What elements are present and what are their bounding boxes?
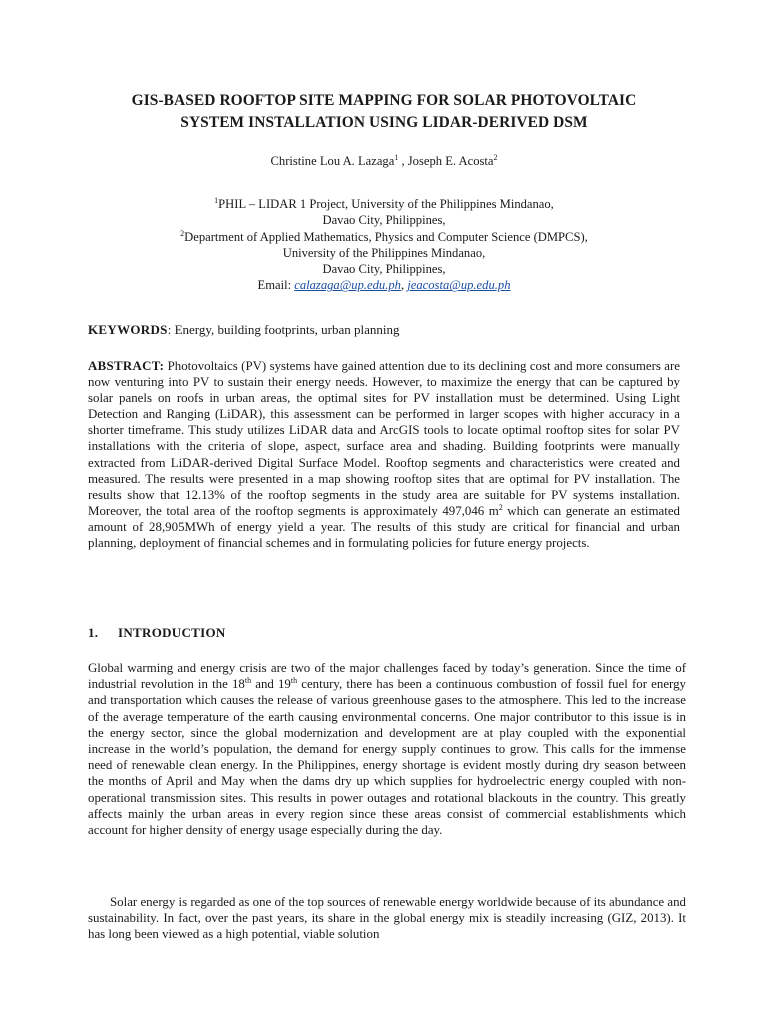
affiliation-text: Department of Applied Mathematics, Physics and Computer Science (DMPCS), — [184, 229, 588, 244]
body-paragraph — [88, 660, 686, 838]
author-name: Christine Lou A. Lazaga — [270, 154, 395, 168]
section-number: 1. — [88, 625, 99, 640]
section-title: INTRODUCTION — [118, 625, 226, 640]
paragraph-text: and 19 — [251, 677, 291, 692]
superscript: th — [290, 676, 298, 686]
affiliation-line: University of the Philippines Mindanao, — [282, 245, 486, 260]
title-line-1: GIS-BASED ROOFTOP SITE MAPPING FOR SOLAR PHOTOVOLTAIC — [131, 92, 637, 109]
paragraph-text: Global warming and energy crisis are two of the major challenges faced by today’s generation. Since the time of industrial revolution in the 18 — [88, 661, 686, 692]
affiliation-line — [60, 229, 708, 245]
affiliation-mark: 1 — [214, 196, 219, 205]
affiliation-line: Davao City, Philippines, — [322, 213, 446, 228]
author-affiliation-mark: 2 — [493, 153, 498, 162]
affiliation-line: Davao City, Philippines, — [322, 262, 446, 277]
abstract-label: ABSTRACT: — [88, 359, 165, 373]
affiliation-mark: 2 — [180, 228, 185, 238]
affiliation-line — [60, 196, 708, 212]
email-line — [60, 277, 708, 293]
superscript: th — [244, 676, 252, 686]
author-name: Joseph E. Acosta — [407, 154, 494, 168]
email-label: Email: — [257, 278, 295, 293]
body-paragraph — [88, 894, 686, 943]
email-link[interactable]: jeacosta@up.edu.ph — [407, 278, 511, 293]
abstract-text: which can generate an estimated amount of 28,905MWh of energy yield a year. The results of this study are critical for financial and urban planning, deployment of financial schemes and in formulating policies for future energy projects. — [88, 503, 680, 551]
email-separator: , — [400, 278, 408, 293]
abstract — [88, 358, 680, 551]
abstract-text: Photovoltaics (PV) systems have gained attention due to its declining cost and more consumers are now venturing into PV to sustain their energy needs. However, to maximize the energy that can be captured by solar panels on roofs in urban areas, the optimal sites for PV installation must be determined. Using Light Detection and Ranging (LiDAR), this assessment can be performed in larger scopes with higher accuracy in a shorter timeframe. This study utilizes LiDAR data and ArcGIS tools to locate optimal rooftop sites for solar PV installations with the criteria of slope, aspect, surface area and shading. Building footprints were manually extracted from LiDAR-derived Digital Surface Model. Rooftop segments and characteristics were created and measured. The results were presented in a map showing rooftop sites that are optimal for PV installation. The results show that 12.13% of the rooftop segments in the study area are suitable for PV systems installation. Moreover, the total area of the rooftop segments is approximately 497,046 m — [88, 359, 680, 518]
affiliation-text: PHIL – LIDAR 1 Project, University of the Philippines Mindanao, — [218, 197, 554, 211]
author-list — [60, 153, 708, 169]
author-separator: , — [398, 154, 408, 168]
email-link[interactable]: calazaga@up.edu.ph — [294, 278, 401, 293]
author-affiliation-mark: 1 — [394, 153, 399, 162]
paper-title — [60, 90, 708, 134]
title-line-2: SYSTEM INSTALLATION USING LIDAR-DERIVED DSM — [180, 114, 588, 131]
keywords — [88, 322, 688, 338]
paragraph-text: century, there has been a continuous combustion of fossil fuel for energy and transportation which causes the release of various greenhouse gases to the atmosphere. This led to the increase of the average temperature of the earth causing environmental concerns. One major contributor to this issue is in the energy sector, since the global modernization and development are at play coupled with the exponential increase in the world’s population, the demand for energy supply continues to grow. This calls for the immense need of renewable clean energy. In the Philippines, energy shortage is evident mostly during dry season between the months of April and May when the dams dry up which supplies for hydroelectric energy coupled with non-operational transmission sites. This results in power outages and rotational blackouts in the country. This greatly affects mainly the urban areas in every region since these areas consist of commercial establishments which account for higher density of energy usage especially during the day. — [88, 677, 686, 838]
section-heading — [88, 625, 226, 641]
keywords-label: KEYWORDS — [88, 322, 168, 337]
paragraph-text: Solar energy is regarded as one of the top sources of renewable energy worldwide because of its abundance and sustainability. In fact, over the past years, its share in the global energy mix is steadily increasing (GIZ, 2013). It has long been viewed as a high potential, viable solution — [88, 895, 686, 942]
superscript: 2 — [498, 502, 503, 512]
affiliations — [60, 196, 708, 294]
keywords-text: : Energy, building footprints, urban planning — [167, 322, 400, 337]
